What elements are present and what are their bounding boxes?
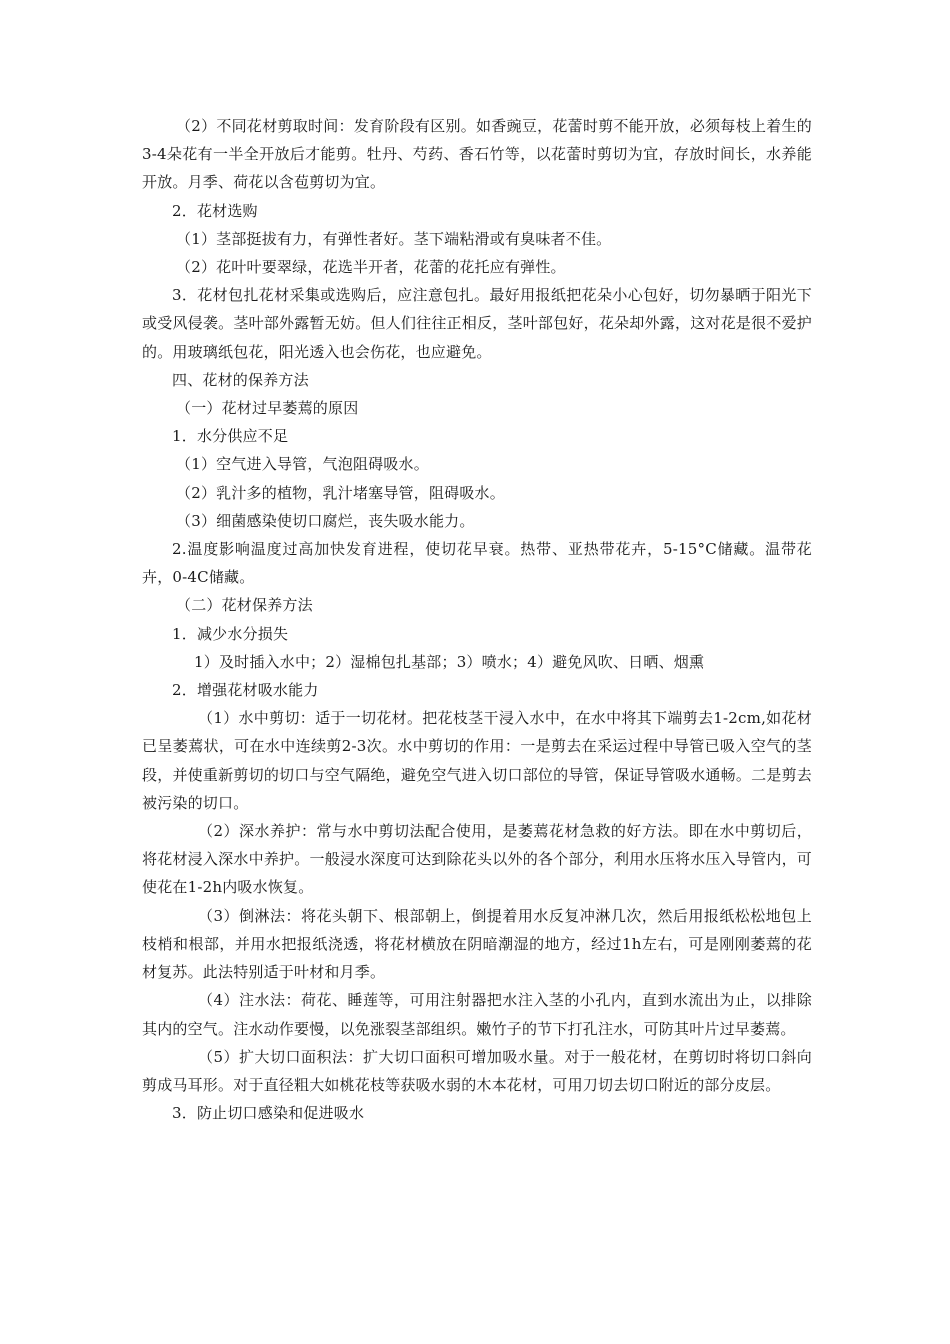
section-heading: 2．花材选购 bbox=[172, 201, 258, 220]
paragraph: （2）花叶叶要翠绿，花选半开者，花蕾的花托应有弹性。 bbox=[176, 258, 566, 277]
paragraph: 3．花材包扎花材采集或选购后，应注意包扎。最好用报纸把花朵小心包好，切勿暴晒于阳光下或受风侵袭。茎叶部外露暂无妨。但人们往往正相反，茎叶部包好，花朵却外露，这对花是很不爱护的。用玻璃纸包花，阳光透入也会伤花，也应避免。 bbox=[142, 286, 812, 361]
paragraph: 1）及时插入水中；2）湿棉包扎基部；3）喷水；4）避免风吹、日晒、烟熏 bbox=[194, 652, 705, 671]
paragraph: （1）空气进入导管，气泡阻碍吸水。 bbox=[176, 455, 429, 474]
section-heading: 1．水分供应不足 bbox=[172, 427, 289, 446]
subsection-heading: （一）花材过早萎蔫的原因 bbox=[176, 399, 359, 418]
paragraph: （1）茎部挺拔有力，有弹性者好。茎下端粘滑或有臭味者不佳。 bbox=[176, 229, 612, 248]
document-page bbox=[142, 112, 812, 1127]
paragraph: （2）深水养护：常与水中剪切法配合使用，是萎蔫花材急救的好方法。即在水中剪切后，将花材浸入深水中养护。一般浸水深度可达到除花头以外的各个部分，利用水压将水压入导管内，可使花在1-2h内吸水恢复。 bbox=[142, 822, 812, 897]
subsection-heading: （二）花材保养方法 bbox=[176, 596, 313, 615]
paragraph: （2）不同花材剪取时间：发育阶段有区别。如香豌豆，花蕾时剪不能开放，必须每枝上着生的3-4朵花有一半全开放后才能剪。牡丹、芍药、香石竹等，以花蕾时剪切为宜，存放时间长，水养能开放。月季、荷花以含苞剪切为宜。 bbox=[142, 117, 812, 192]
paragraph: （4）注水法：荷花、睡莲等，可用注射器把水注入茎的小孔内，直到水流出为止，以排除其内的空气。注水动作要慢，以免涨裂茎部组织。嫩竹子的节下打孔注水，可防其叶片过早萎蔫。 bbox=[142, 991, 812, 1038]
section-heading: 四、花材的保养方法 bbox=[172, 370, 309, 389]
paragraph: （3）倒淋法：将花头朝下、根部朝上，倒提着用水反复冲淋几次，然后用报纸松松地包上枝梢和根部，并用水把报纸浇透，将花材横放在阴暗潮湿的地方，经过1h左右，可是刚刚萎蔫的花材复苏。此法特别适于叶材和月季。 bbox=[142, 906, 812, 982]
paragraph: （5）扩大切口面积法：扩大切口面积可增加吸水量。对于一般花材，在剪切时将切口斜向剪成马耳形。对于直径粗大如桃花枝等获吸水弱的木本花材，可用刀切去切口附近的部分皮层。 bbox=[142, 1047, 812, 1094]
section-heading: 1．减少水分损失 bbox=[172, 624, 289, 643]
section-heading: 2．增强花材吸水能力 bbox=[172, 681, 319, 700]
paragraph: （3）细菌感染使切口腐烂，丧失吸水能力。 bbox=[176, 511, 475, 530]
paragraph: 2.温度影响温度过高加快发育进程，使切花早衰。热带、亚热带花卉，5-15°C储藏。温带花卉，0-4C储藏。 bbox=[142, 540, 812, 587]
paragraph: （1）水中剪切：适于一切花材。把花枝茎干浸入水中，在水中将其下端剪去1-2cm,如花材已呈萎蔫状，可在水中连续剪2-3次。水中剪切的作用：一是剪去在采运过程中导管已吸入空气的茎段，并使重新剪切的切口与空气隔绝，避免空气进入切口部位的导管，保证导管吸水通畅。二是剪去被污染的切口。 bbox=[142, 709, 812, 812]
section-heading: 3．防止切口感染和促进吸水 bbox=[172, 1104, 365, 1123]
paragraph: （2）乳汁多的植物，乳汁堵塞导管，阻碍吸水。 bbox=[176, 483, 505, 502]
